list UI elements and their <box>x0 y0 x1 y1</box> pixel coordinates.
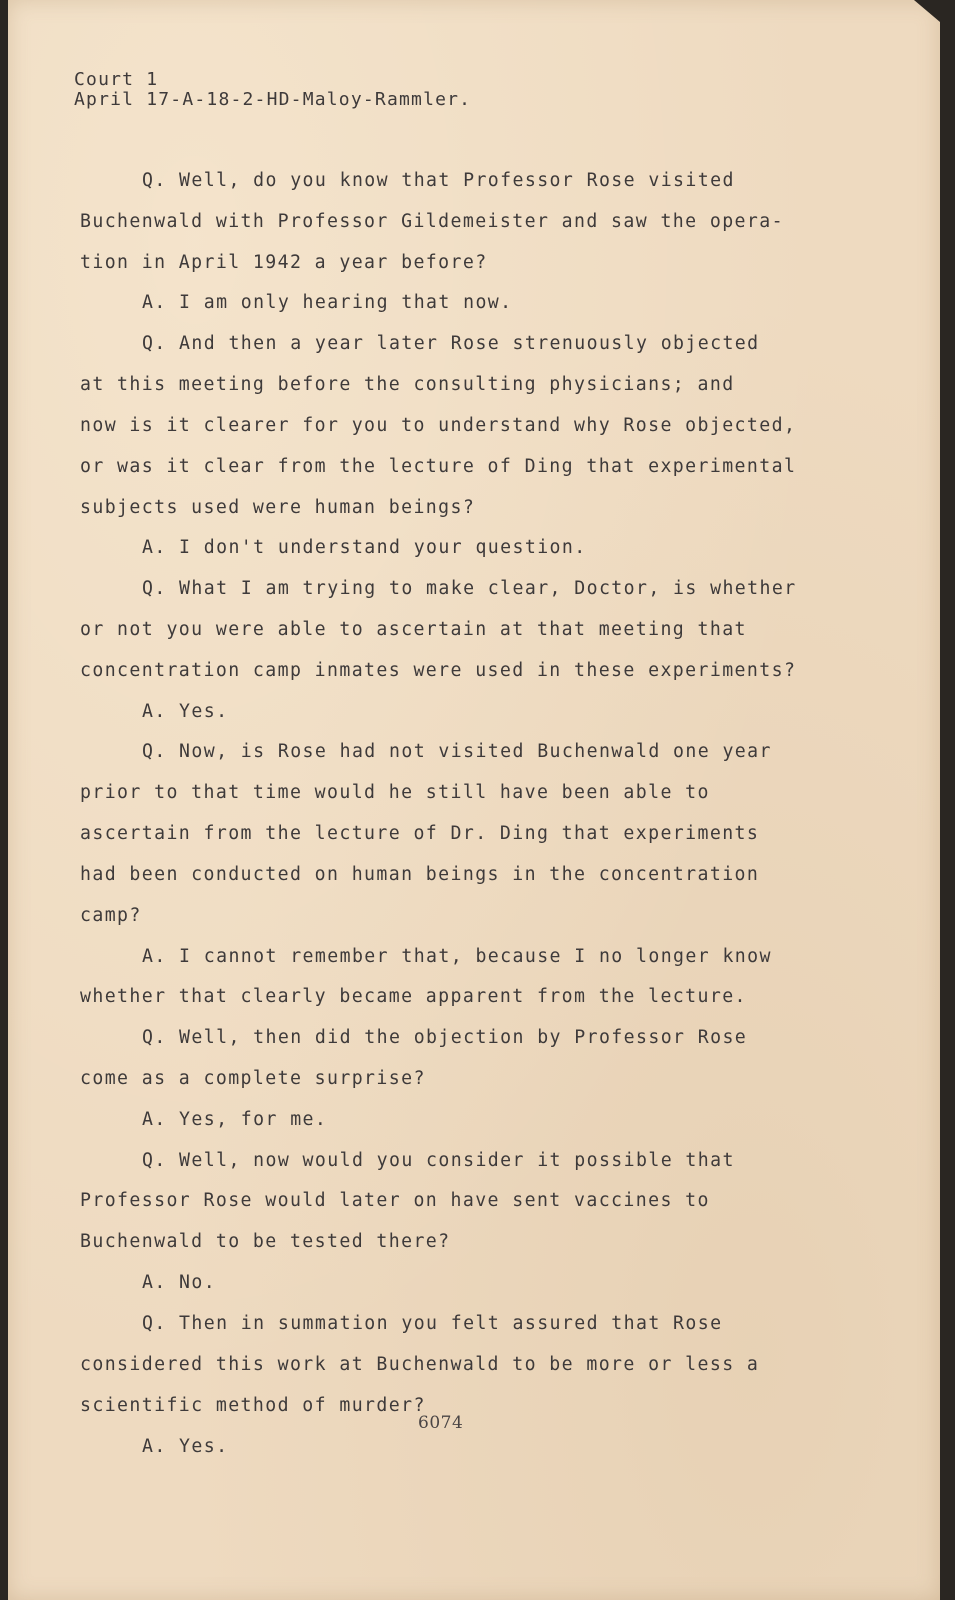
transcript-line: Buchenwald to be tested there? <box>80 1231 451 1252</box>
torn-corner <box>914 0 940 22</box>
transcript-line: A. Yes. <box>142 701 229 722</box>
transcript-line: subjects used were human beings? <box>80 497 476 518</box>
transcript-line: prior to that time would he still have been able to <box>80 782 710 803</box>
transcript-line: A. I am only hearing that now. <box>142 292 513 313</box>
transcript-line: Professor Rose would later on have sent vaccines to <box>80 1190 710 1211</box>
transcript-line: come as a complete surprise? <box>80 1068 426 1089</box>
transcript-line: concentration camp inmates were used in these experiments? <box>80 660 797 681</box>
transcript-line: now is it clearer for you to understand why Rose objected, <box>80 415 797 436</box>
court-label: Court 1 <box>74 69 159 90</box>
transcript-line: Buchenwald with Professor Gildemeister and saw the opera- <box>80 211 784 232</box>
transcript-line: Q. Now, is Rose had not visited Buchenwald one year <box>142 741 772 762</box>
transcript-line: A. Yes. <box>142 1436 229 1457</box>
transcript-line: had been conducted on human beings in the concentration <box>80 864 760 885</box>
transcript-line: Q. Well, now would you consider it possible that <box>142 1150 735 1171</box>
page-number: 6074 <box>418 1413 464 1433</box>
transcript-line: A. I cannot remember that, because I no longer know <box>142 946 772 967</box>
transcript-line: Q. Well, then did the objection by Professor Rose <box>142 1027 748 1048</box>
transcript-line: whether that clearly became apparent from the lecture. <box>80 986 747 1007</box>
transcript-line: considered this work at Buchenwald to be more or less a <box>80 1354 760 1375</box>
transcript-page <box>8 0 940 1600</box>
transcript-line: ascertain from the lecture of Dr. Ding that experiments <box>80 823 760 844</box>
transcript-line: scientific method of murder? <box>80 1395 426 1416</box>
transcript-line: Q. What I am trying to make clear, Doctor, is whether <box>142 578 797 599</box>
transcript-line: or not you were able to ascertain at that meeting that <box>80 619 747 640</box>
transcript-line: Q. And then a year later Rose strenuously objected <box>142 333 760 354</box>
transcript-line: A. Yes, for me. <box>142 1109 328 1130</box>
transcript-line: A. No. <box>142 1272 217 1293</box>
transcript-line: Q. Then in summation you felt assured that Rose <box>142 1313 723 1334</box>
transcript-line: or was it clear from the lecture of Ding that experimental <box>80 456 797 477</box>
transcript-line: camp? <box>80 905 142 926</box>
transcript-line: A. I don't understand your question. <box>142 537 587 558</box>
transcript-line: Q. Well, do you know that Professor Rose visited <box>142 170 735 191</box>
transcript-line: tion in April 1942 a year before? <box>80 252 488 273</box>
transcript-line: at this meeting before the consulting physicians; and <box>80 374 735 395</box>
session-label: April 17-A-18-2-HD-Maloy-Rammler. <box>74 89 472 110</box>
